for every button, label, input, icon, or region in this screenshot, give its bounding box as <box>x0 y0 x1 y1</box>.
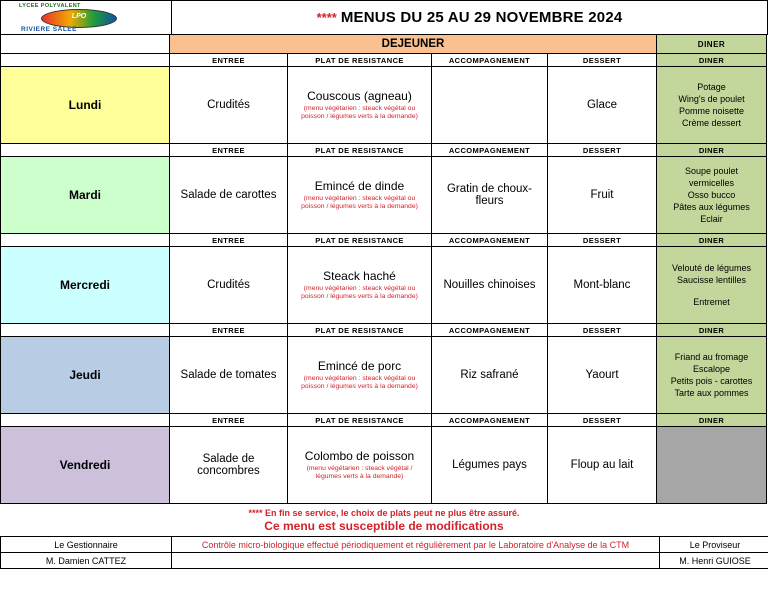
day-name: Vendredi <box>59 458 111 472</box>
col-header-diner: DINER <box>657 324 767 337</box>
diner-item: Escalope <box>692 363 731 374</box>
dish-text: Steack haché <box>323 269 396 284</box>
col-header-accompagnement: ACCOMPAGNEMENT <box>432 324 548 337</box>
table-row-mardi <box>0 157 768 234</box>
title-stars: **** <box>316 10 337 25</box>
dish-text: Crudités <box>207 279 250 291</box>
subheader-spacer <box>0 414 170 427</box>
proviseur-name: M. Henri GUIOSE <box>660 553 768 569</box>
gestionnaire-name: M. Damien CATTEZ <box>1 553 172 569</box>
diner-item: Crème dessert <box>681 118 742 129</box>
mercredi-entree <box>170 247 288 324</box>
jeudi-accompagnement <box>432 337 548 414</box>
logo-base-text: RIVIERE SALEE <box>21 25 77 33</box>
footer-modification-note: Ce menu est susceptible de modifications <box>264 519 504 533</box>
col-header-dessert: DESSERT <box>548 144 657 157</box>
diner-item: Velouté de légumes <box>671 263 752 274</box>
col-header-entree: ENTREE <box>170 144 288 157</box>
col-header-accompagnement: ACCOMPAGNEMENT <box>432 144 548 157</box>
dish-text: Riz safrané <box>460 369 519 381</box>
col-header-dessert: DESSERT <box>548 234 657 247</box>
footer-signature-table <box>0 536 768 569</box>
column-header-row-vendredi <box>0 414 768 427</box>
col-header-entree: ENTREE <box>170 414 288 427</box>
column-header-row-mardi <box>0 144 768 157</box>
mercredi-accompagnement <box>432 247 548 324</box>
mardi-dessert <box>548 157 657 234</box>
dish-text: Nouilles chinoises <box>443 279 536 291</box>
document-header <box>0 0 768 35</box>
gestionnaire-title: Le Gestionnaire <box>1 537 172 553</box>
column-header-row-jeudi <box>0 324 768 337</box>
diner-item: Pomme noisette <box>678 106 745 116</box>
band-diner: DINER <box>657 35 767 54</box>
diner-item: Eclair <box>700 214 723 225</box>
vendredi-dessert <box>548 427 657 504</box>
diner-item: Soupe poulet <box>684 165 739 176</box>
column-header-row-mercredi <box>0 234 768 247</box>
col-header-entree: ENTREE <box>170 324 288 337</box>
jeudi-entree <box>170 337 288 414</box>
vegetarian-note: (menu végétarien : steack végétal ou poisson / légumes verts à la demande) <box>301 375 418 390</box>
jeudi-plat <box>288 337 432 414</box>
meal-band-row <box>0 35 768 54</box>
day-name: Lundi <box>68 98 102 112</box>
day-label-lundi <box>0 67 170 144</box>
mardi-accompagnement <box>432 157 548 234</box>
dish-text: Floup au lait <box>570 459 634 471</box>
col-header-entree: ENTREE <box>170 54 288 67</box>
dish-text: Salade de concombres <box>197 453 260 477</box>
table-row-jeudi <box>0 337 768 414</box>
footer-note: **** En fin se service, le choix de plats peut ne plus être assuré. <box>248 508 520 518</box>
col-header-dessert: DESSERT <box>548 324 657 337</box>
subheader-spacer <box>0 54 170 67</box>
control-text: Contrôle micro-biologique effectué périodiquement et régulièrement par le Laboratoire d'Analyse de la CTM <box>172 537 660 553</box>
column-header-row-lundi <box>0 54 768 67</box>
page-title <box>172 0 768 34</box>
col-header-accompagnement: ACCOMPAGNEMENT <box>432 234 548 247</box>
col-header-accompagnement: ACCOMPAGNEMENT <box>432 414 548 427</box>
diner-item: Wing's de poulet <box>678 93 745 104</box>
proviseur-title: Le Proviseur <box>660 537 768 553</box>
col-header-plat: PLAT DE RESISTANCE <box>288 54 432 67</box>
table-row-lundi <box>0 67 768 144</box>
col-header-diner: DINER <box>657 414 767 427</box>
dish-text: Salade de tomates <box>180 369 277 381</box>
diner-item: Tarte aux pommes <box>674 388 749 399</box>
col-header-dessert: DESSERT <box>548 414 657 427</box>
day-label-jeudi <box>0 337 170 414</box>
day-name: Jeudi <box>69 368 101 382</box>
dish-text: Emincé de dinde <box>314 179 405 194</box>
dish-text: Gratin de choux-fleurs <box>446 183 532 207</box>
lundi-dessert <box>548 67 657 144</box>
diner-item: Friand au fromage <box>674 351 749 362</box>
day-label-mercredi <box>0 247 170 324</box>
dish-text: Emincé de porc <box>317 359 402 374</box>
lundi-entree <box>170 67 288 144</box>
dish-text: Couscous (agneau) <box>307 89 412 104</box>
dish-text: Crudités <box>207 99 250 111</box>
col-header-plat: PLAT DE RESISTANCE <box>288 414 432 427</box>
day-name: Mercredi <box>59 278 111 292</box>
col-header-plat: PLAT DE RESISTANCE <box>288 234 432 247</box>
vegetarian-note: (menu végétarien : steack végétal ou poisson / légumes verts à la demande) <box>301 195 418 210</box>
title-text: MENUS DU 25 AU 29 NOVEMBRE 2024 <box>340 9 623 26</box>
table-row-mercredi <box>0 247 768 324</box>
col-header-accompagnement: ACCOMPAGNEMENT <box>432 54 548 67</box>
vendredi-plat <box>288 427 432 504</box>
dish-text: Légumes pays <box>452 459 527 471</box>
col-header-diner: DINER <box>657 54 767 67</box>
mardi-plat <box>288 157 432 234</box>
dish-text: Salade de carottes <box>180 189 277 201</box>
col-header-dessert: DESSERT <box>548 54 657 67</box>
vendredi-diner-none <box>657 427 767 504</box>
col-header-diner: DINER <box>657 234 767 247</box>
diner-item: Potage <box>697 81 726 92</box>
vegetarian-note: (menu végétarien : steack végétal ou poisson / légumes verts à la demande) <box>301 285 418 300</box>
school-logo <box>0 0 172 34</box>
jeudi-dessert <box>548 337 657 414</box>
lundi-plat <box>288 67 432 144</box>
vegetarian-note: (menu végétarien : steack végétal ou poisson / légumes verts à la demande) <box>301 105 418 120</box>
dish-text: Colombo de poisson <box>304 449 415 464</box>
jeudi-diner <box>657 337 767 414</box>
dish-text: Glace <box>586 99 618 111</box>
subheader-spacer <box>0 234 170 247</box>
col-header-plat: PLAT DE RESISTANCE <box>288 144 432 157</box>
diner-item: Pâtes aux légumes <box>673 202 750 213</box>
document-footer <box>0 506 768 569</box>
mardi-entree <box>170 157 288 234</box>
table-row-vendredi <box>0 427 768 504</box>
mercredi-diner <box>657 247 767 324</box>
dish-text: Yaourt <box>585 369 619 381</box>
diner-item: Osso bucco <box>687 189 736 200</box>
day-label-mardi <box>0 157 170 234</box>
band-spacer <box>0 35 170 54</box>
dish-text: Mont-blanc <box>573 279 631 291</box>
day-name: Mardi <box>68 188 101 202</box>
logo-arc-text: LYCEE POLYVALENT <box>19 2 81 9</box>
day-label-vendredi <box>0 427 170 504</box>
vendredi-accompagnement <box>432 427 548 504</box>
mercredi-plat <box>288 247 432 324</box>
lundi-diner <box>657 67 767 144</box>
vegetarian-note: (menu végétarien : steack végétal / légumes verts à la demande) <box>306 465 413 480</box>
dish-text: Fruit <box>590 189 614 201</box>
vendredi-entree <box>170 427 288 504</box>
subheader-spacer <box>0 144 170 157</box>
diner-item: vermicelles <box>688 177 734 188</box>
col-header-entree: ENTREE <box>170 234 288 247</box>
footer-blank-cell <box>172 553 660 569</box>
lundi-accompagnement <box>432 67 548 144</box>
menu-grid <box>0 35 768 504</box>
diner-item: Entremet <box>693 296 730 307</box>
mardi-diner <box>657 157 767 234</box>
col-header-plat: PLAT DE RESISTANCE <box>288 324 432 337</box>
mercredi-dessert <box>548 247 657 324</box>
diner-item: Petits pois - carottes <box>670 376 753 386</box>
diner-item: Saucisse lentilles <box>676 275 747 286</box>
band-dejeuner: DEJEUNER <box>170 35 657 54</box>
subheader-spacer <box>0 324 170 337</box>
logo-oval-text: LPO <box>71 12 87 20</box>
col-header-diner: DINER <box>657 144 767 157</box>
